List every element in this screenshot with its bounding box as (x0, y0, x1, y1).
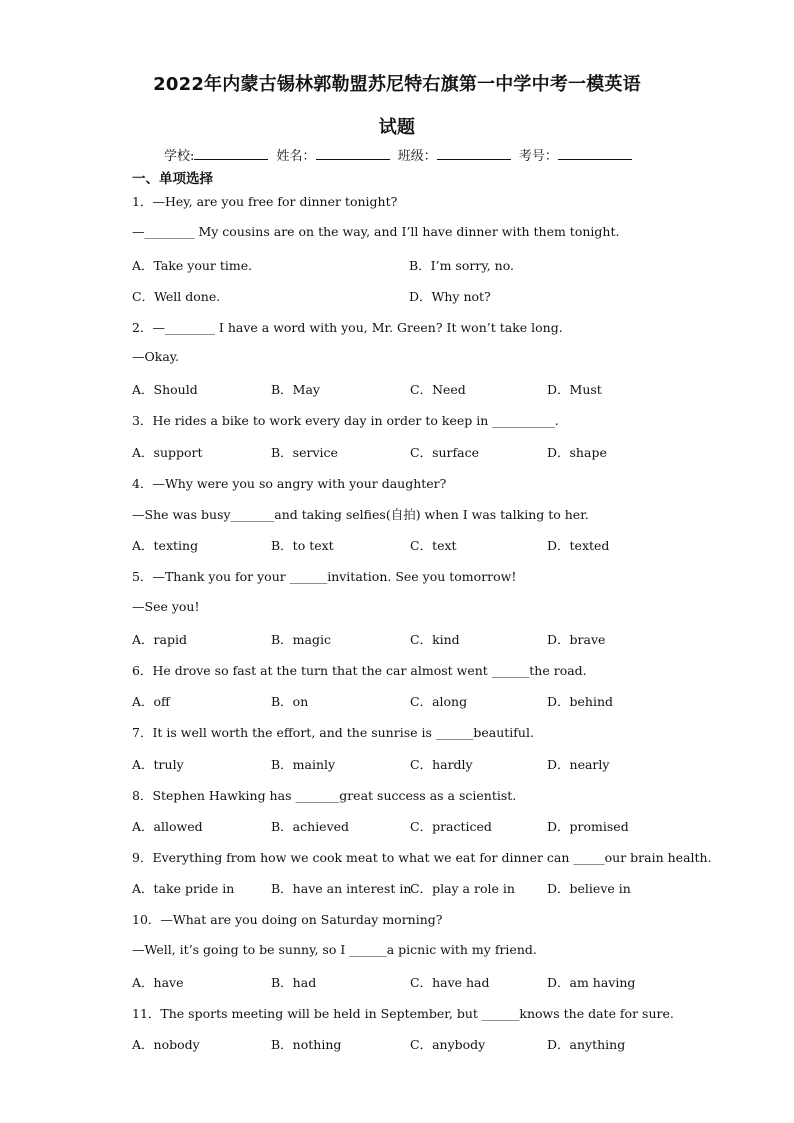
answer-option[interactable]: D．nearly (547, 757, 610, 772)
answer-option[interactable]: D．believe in (547, 881, 631, 896)
answer-option[interactable]: B．mainly (271, 757, 336, 772)
number-blank[interactable] (558, 147, 632, 160)
name-blank[interactable] (316, 147, 390, 160)
answer-option[interactable]: D．behind (547, 694, 614, 709)
answer-option[interactable]: C．along (410, 694, 468, 709)
page-title-line2: 试题 (378, 117, 416, 138)
question-stem: 11．The sports meeting will be held in September, but ______knows the date for sure. (132, 1006, 674, 1021)
question-stem: 9．Everything from how we cook meat to what we eat for dinner can _____our brain health. (132, 850, 712, 865)
page-title: 2022年内蒙古锡林郭勒盟苏尼特右旗第一中学中考一模英语 (153, 74, 641, 95)
school-blank[interactable] (194, 147, 268, 160)
answer-option[interactable]: B．May (271, 382, 320, 397)
answer-option[interactable]: A．allowed (132, 819, 203, 834)
answer-option[interactable]: B．I’m sorry, no. (409, 258, 514, 273)
class-label: 班级： (397, 149, 437, 164)
answer-option[interactable]: A．take pride in (132, 881, 235, 896)
name-label: 姓名： (276, 149, 316, 164)
answer-option[interactable]: A．truly (132, 757, 184, 772)
question-stem: 3．He rides a bike to work every day in order to keep in __________. (132, 413, 559, 428)
answer-option[interactable]: C．play a role in (410, 881, 515, 896)
answer-option[interactable]: C．practiced (410, 819, 492, 834)
answer-option[interactable]: A．Should (132, 382, 198, 397)
answer-option[interactable]: A．rapid (132, 632, 187, 647)
answer-option[interactable]: B．had (271, 975, 317, 990)
answer-option[interactable]: D．brave (547, 632, 606, 647)
question-stem: 8．Stephen Hawking has _______great success as a scientist. (132, 788, 517, 803)
answer-option[interactable]: C．Well done. (132, 289, 221, 304)
question-stem: 4．—Why were you so angry with your daughter? (132, 476, 447, 491)
school-label: 学校: (164, 149, 195, 164)
answer-option[interactable]: C．have had (410, 975, 490, 990)
answer-option[interactable]: A．Take your time. (132, 258, 253, 273)
question-stem: 5．—Thank you for your ______invitation. See you tomorrow! (132, 569, 517, 584)
answer-option[interactable]: C．surface (410, 445, 479, 460)
answer-option[interactable]: C．anybody (410, 1037, 486, 1052)
answer-option[interactable]: D．texted (547, 538, 610, 553)
question-line: —See you! (132, 599, 200, 614)
answer-option[interactable]: B．service (271, 445, 338, 460)
section-heading: 一、单项选择 (132, 171, 213, 187)
answer-option[interactable]: C．kind (410, 632, 460, 647)
question-stem: 2．—________ I have a word with you, Mr. Green? It won’t take long. (132, 320, 563, 335)
question-stem: 6．He drove so fast at the turn that the car almost went ______the road. (132, 663, 587, 678)
answer-option[interactable]: A．support (132, 445, 203, 460)
number-label: 考号： (518, 149, 558, 164)
answer-option[interactable]: D．anything (547, 1037, 626, 1052)
answer-option[interactable]: C．text (410, 538, 457, 553)
answer-option[interactable]: B．achieved (271, 819, 350, 834)
answer-option[interactable]: B．on (271, 694, 309, 709)
answer-option[interactable]: B．to text (271, 538, 334, 553)
answer-option[interactable]: A．have (132, 975, 184, 990)
answer-option[interactable]: A．nobody (132, 1037, 200, 1052)
answer-option[interactable]: A．texting (132, 538, 199, 553)
answer-option[interactable]: C．Need (410, 382, 466, 397)
question-line: —________ My cousins are on the way, and I’ll have dinner with them tonight. (132, 224, 620, 239)
answer-option[interactable]: B．magic (271, 632, 331, 647)
answer-option[interactable]: D．am having (547, 975, 636, 990)
answer-option[interactable]: B．nothing (271, 1037, 342, 1052)
question-line: —Well, it’s going to be sunny, so I ______a picnic with my friend. (132, 942, 537, 957)
class-blank[interactable] (437, 147, 511, 160)
answer-option[interactable]: D．promised (547, 819, 629, 834)
question-stem: 1．—Hey, are you free for dinner tonight? (132, 194, 398, 209)
student-info-row (164, 145, 636, 164)
answer-option[interactable]: D．shape (547, 445, 607, 460)
question-line: —Okay. (132, 349, 180, 364)
answer-option[interactable]: B．have an interest in (271, 881, 412, 896)
question-stem: 10．—What are you doing on Saturday morning? (132, 912, 443, 927)
question-line: —She was busy_______and taking selfies(自拍) when I was talking to her. (132, 507, 589, 522)
answer-option[interactable]: D．Must (547, 382, 602, 397)
answer-option[interactable]: C．hardly (410, 757, 473, 772)
answer-option[interactable]: D．Why not? (409, 289, 491, 304)
question-stem: 7．It is well worth the effort, and the sunrise is ______beautiful. (132, 725, 534, 740)
answer-option[interactable]: A．off (132, 694, 170, 709)
